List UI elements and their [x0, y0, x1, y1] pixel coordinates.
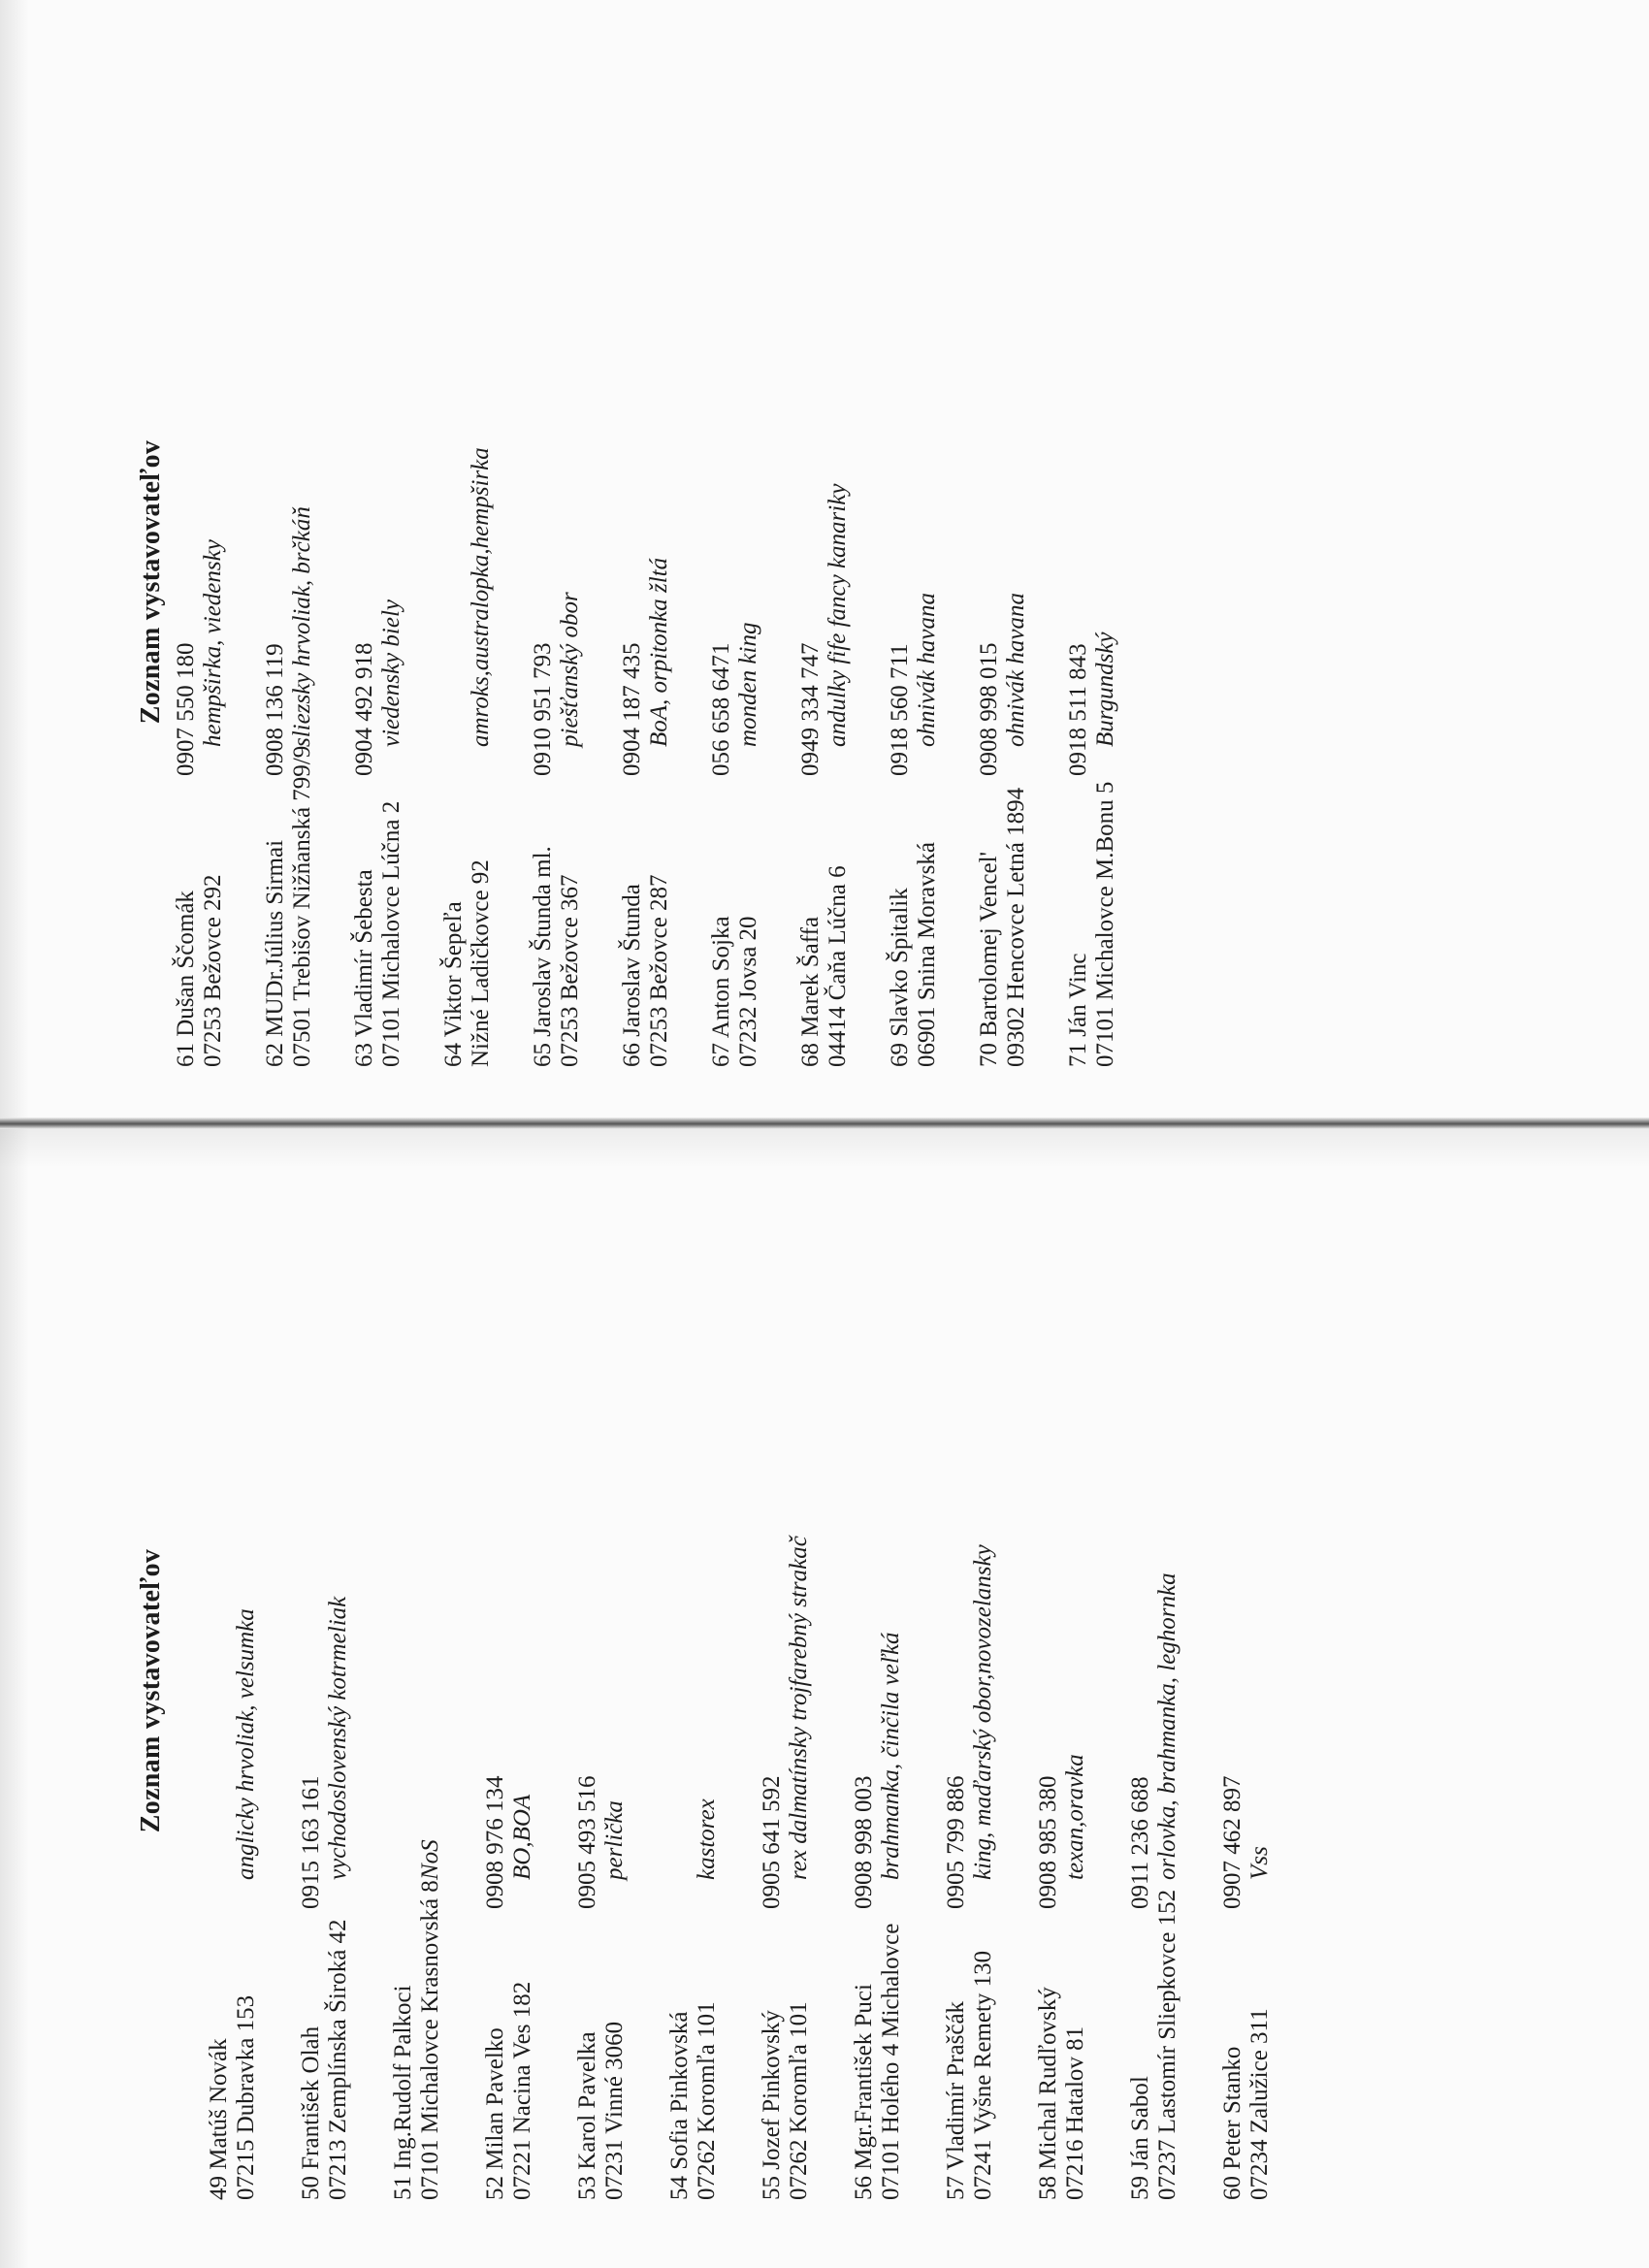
exhibitor-phone: 0915 163 161 [298, 1775, 324, 1909]
exhibitor-address: 07216 Hatalov 81 [1062, 2025, 1088, 2200]
exhibitor-phone: 0904 187 435 [619, 642, 645, 776]
exhibited-breeds: monden king [735, 622, 761, 747]
exhibitor-address: 07221 Nacina Ves 182 [509, 1981, 535, 2200]
exhibitor-entry [666, 1182, 721, 2200]
exhibitor-phone: 0908 998 003 [851, 1775, 877, 1909]
exhibitor-address: 07237 Lastomír Sliepkovce 152 [1154, 1889, 1180, 2200]
exhibitor-name: 55 Jozef Pinkovský [759, 2010, 785, 2200]
exhibitor-name: 62 MUDr.Július Sirmai [262, 839, 288, 1067]
exhibited-breeds: rex dalmatínsky trojfarebný strakač [786, 1536, 812, 1880]
exhibitor-phone: 0907 462 897 [1219, 1775, 1245, 1909]
exhibited-breeds: Vss [1246, 1846, 1273, 1880]
exhibitor-entry [851, 1182, 905, 2200]
exhibitor-address: 04414 Čaňa Lúčna 6 [824, 865, 851, 1067]
exhibitor-address: 07101 Michalovce Lúčna 2 [378, 800, 404, 1067]
exhibited-breeds: anglicky hrvoliak, velsumka [233, 1608, 259, 1880]
exhibitor-address: 07253 Bežovce 292 [200, 874, 226, 1067]
exhibited-breeds: vychodoslovenský kotrmeliak [325, 1596, 351, 1880]
exhibitor-name: 60 Peter Stanko [1219, 2046, 1245, 2200]
exhibitor-name: 64 Viktor Šepeľa [440, 901, 467, 1067]
exhibitor-name: 57 Vladimír Praščák [943, 2000, 969, 2200]
exhibitor-list-page-1 [136, 1182, 1474, 2200]
exhibitor-name: 69 Slavko Špitalik [887, 888, 913, 1067]
exhibitor-address: 07253 Bežovce 287 [646, 874, 672, 1067]
exhibited-breeds: BoA, orpitonka žltá [646, 557, 672, 747]
exhibitor-name: 50 František Olah [298, 2025, 324, 2200]
exhibitor-name: 52 Milan Pavelko [482, 2027, 508, 2200]
exhibitor-address: 07215 Dubravka 153 [233, 1994, 259, 2200]
exhibitor-phone: 0911 236 688 [1127, 1776, 1153, 1909]
exhibitor-name: 49 Matúš Novák [206, 2038, 232, 2200]
exhibitor-entry [619, 97, 673, 1067]
exhibited-breeds: sliezsky hrvoliak, brčkáň [289, 506, 315, 747]
page-heading: Zoznam vystavovateľov [136, 1548, 166, 1833]
exhibitor-address: 07241 Vyšne Remety 130 [970, 1950, 996, 2200]
exhibited-breeds: ohnivák havana [914, 593, 940, 747]
exhibitor-entry [298, 1182, 352, 2200]
exhibited-breeds: orlovka, brahmanka, leghornka [1154, 1572, 1180, 1880]
exhibitor-entry [530, 97, 584, 1067]
exhibitor-entry [976, 97, 1030, 1067]
exhibited-breeds: king, maďarský obor,novozelansky [970, 1544, 996, 1880]
exhibitor-phone: 0908 976 134 [482, 1775, 508, 1909]
exhibitor-phone: 0908 136 119 [262, 643, 288, 776]
exhibited-breeds: andulky fife fancy kanariky [824, 483, 851, 747]
exhibitor-name: 61 Dušan Ščomák [173, 891, 199, 1067]
exhibitor-entry [1219, 1182, 1274, 2200]
exhibitor-name: 67 Anton Sojka [708, 916, 734, 1067]
exhibitor-address: 07262 Koromľa 101 [694, 2001, 720, 2200]
page-heading: Zoznam vystavovateľov [136, 439, 166, 725]
exhibitor-address: 07213 Zemplínska Široká 42 [325, 1919, 351, 2200]
exhibited-breeds: kastorex [694, 1798, 720, 1880]
exhibitor-phone: 0905 493 516 [574, 1775, 600, 1909]
exhibited-breeds: viedensky biely [378, 599, 404, 747]
exhibitor-address: 07101 Michalovce Krasnovská 8 [417, 1880, 443, 2200]
exhibitor-phone: 0918 560 711 [887, 643, 913, 776]
exhibitor-phone: 0918 511 843 [1065, 643, 1091, 776]
exhibitor-entry [1127, 1182, 1181, 2200]
exhibitor-phone: 0904 492 918 [351, 642, 377, 776]
exhibitor-name: 71 Ján Vinc [1065, 953, 1091, 1067]
exhibitor-address: 07101 Michalovce M.Bonu 5 [1092, 781, 1118, 1067]
exhibitor-entry [351, 97, 405, 1067]
exhibitor-address: 07262 Koromľa 101 [786, 2001, 812, 2200]
exhibitor-entry [797, 97, 852, 1067]
exhibitor-list-page-2 [136, 97, 1474, 1067]
exhibitor-name: 70 Bartolomej Vencel' [976, 851, 1002, 1067]
exhibitor-address: 07231 Vinné 3060 [601, 2021, 628, 2200]
exhibitor-phone: 0908 985 380 [1035, 1775, 1061, 1909]
exhibitor-entry [759, 1182, 813, 2200]
exhibitor-name: 65 Jaroslav Štunda ml. [530, 846, 556, 1067]
exhibitor-entry [440, 97, 495, 1067]
exhibitor-name: 53 Karol Pavelka [574, 2031, 600, 2200]
exhibited-breeds: NoS [417, 1839, 443, 1880]
exhibitor-name: 66 Jaroslav Štunda [619, 884, 645, 1067]
exhibitor-address: 07253 Bežovce 367 [557, 874, 583, 1067]
exhibitor-entry [1035, 1182, 1089, 2200]
exhibitor-address: 07234 Zalužice 311 [1246, 2008, 1273, 2200]
exhibitor-phone: 0910 951 793 [530, 642, 556, 776]
exhibitor-name: 59 Ján Sabol [1127, 2076, 1153, 2200]
exhibited-breeds: amroks,australopka,hempširka [468, 447, 494, 747]
exhibitor-entry [708, 97, 762, 1067]
exhibitor-entry [482, 1182, 536, 2200]
exhibitor-address: Nižné Ladičkovce 92 [468, 859, 494, 1067]
exhibitor-entry [887, 97, 941, 1067]
exhibitor-phone: 056 658 6471 [708, 642, 734, 776]
exhibitor-entry [262, 97, 316, 1067]
exhibitor-name: 58 Michal Rudľovský [1035, 1987, 1061, 2200]
fold-shadow [0, 1129, 1649, 1168]
exhibited-breeds: Burgundský [1092, 632, 1118, 747]
exhibitor-name: 56 Mgr.František Puci [851, 1984, 877, 2200]
exhibitor-entry [206, 1182, 260, 2200]
exhibited-breeds: brahmanka, činčila veľká [878, 1632, 904, 1880]
exhibited-breeds: ohnivák havana [1003, 593, 1029, 747]
exhibitor-address: 07501 Trebišov Nižňanská 799/9 [289, 745, 315, 1067]
exhibited-breeds: hempširka, viedensky [200, 539, 226, 747]
exhibitor-phone: 0905 641 592 [759, 1775, 785, 1909]
exhibited-breeds: BO,BOA [509, 1794, 535, 1880]
exhibitor-name: 54 Sofia Pinkovská [666, 2011, 693, 2200]
exhibited-breeds: perlička [601, 1800, 628, 1880]
exhibitor-entry [173, 97, 227, 1067]
exhibitor-address: 09302 Hencovce Letná 1894 [1003, 787, 1029, 1067]
exhibitor-entry [1065, 97, 1119, 1067]
exhibitor-name: 51 Ing.Rudolf Palkoci [390, 1985, 416, 2200]
exhibitor-phone: 0908 998 015 [976, 642, 1002, 776]
exhibitor-name: 63 Vladimír Šebesta [351, 869, 377, 1067]
exhibited-breeds: texan,oravka [1062, 1754, 1088, 1880]
exhibitor-entry [943, 1182, 997, 2200]
exhibited-breeds: piešťanský obor [557, 592, 583, 747]
exhibitor-phone: 0949 334 747 [797, 642, 824, 776]
exhibitor-address: 06901 Snina Moravská [914, 842, 940, 1067]
exhibitor-phone: 0905 799 886 [943, 1775, 969, 1909]
page-fold [0, 1118, 1649, 1129]
exhibitor-name: 68 Marek Šaffa [797, 916, 824, 1067]
exhibitor-address: 07232 Jovsa 20 [735, 916, 761, 1067]
exhibitor-entry [574, 1182, 629, 2200]
exhibitor-address: 07101 Holého 4 Michalovce [878, 1923, 904, 2200]
exhibitor-entry [390, 1182, 444, 2200]
exhibitor-phone: 0907 550 180 [173, 642, 199, 776]
